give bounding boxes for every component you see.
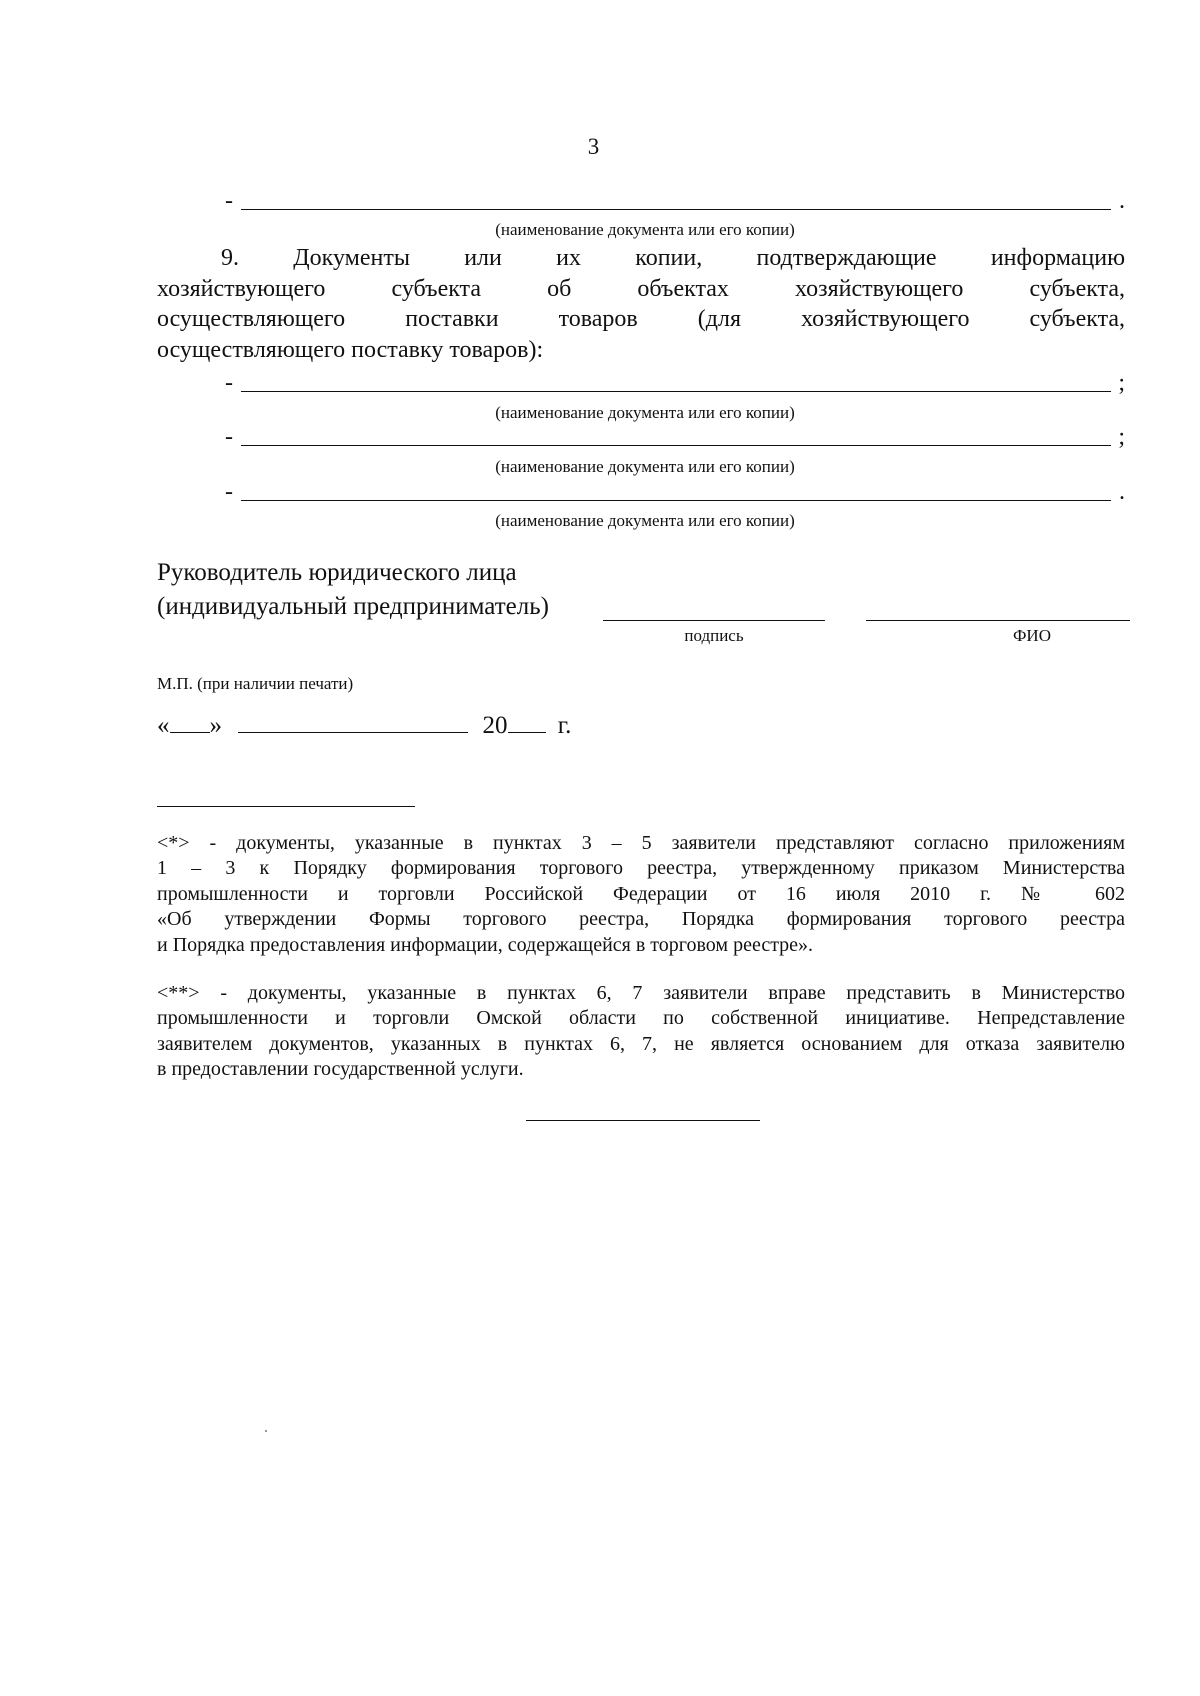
footnote xyxy=(157,981,1125,1083)
footnote-line: заявителем документов, указанных в пунктах 6, 7, не является основанием для отказа заявителю xyxy=(157,1032,1125,1055)
footnote-separator xyxy=(157,806,415,807)
blank-caption: (наименование документа или его копии) xyxy=(495,511,795,530)
close-quote: » xyxy=(209,712,222,739)
footnote xyxy=(157,831,1125,958)
footnote-line: промышленности и торговли Российской Федерации от 16 июля 2010 г. № 602 xyxy=(157,882,1125,905)
name-field[interactable] xyxy=(866,620,1130,621)
footnote-line: <*> - документы, указанные в пунктах 3 – 5 заявители представляют согласно приложениям xyxy=(157,832,1125,854)
dash: - xyxy=(225,370,233,396)
underline xyxy=(241,445,1111,446)
day-field[interactable] xyxy=(170,710,210,733)
signature-field[interactable] xyxy=(603,620,825,621)
end-separator xyxy=(526,1120,760,1121)
signature-label xyxy=(157,556,549,624)
dash: - xyxy=(225,479,233,505)
line-end-punctuation: ; xyxy=(1118,370,1125,396)
underline xyxy=(241,209,1111,210)
item-9-line: осуществляющего поставки товаров (для хозяйствующего субъекта, xyxy=(157,306,1125,332)
date-line xyxy=(157,710,571,741)
blank-caption: (наименование документа или его копии) xyxy=(495,220,795,239)
document-blank-line[interactable] xyxy=(225,369,1125,399)
signer-title-line: Руководитель юридического лица xyxy=(157,559,517,586)
year-suffix: г. xyxy=(557,712,572,739)
page-number: 3 xyxy=(587,134,600,159)
underline xyxy=(241,500,1111,501)
footnote-line: промышленности и торговли Омской области по собственной инициативе. Непредставление xyxy=(157,1007,1125,1030)
item-9-line: хозяйствующего субъекта об объектах хозяйствующего субъекта, xyxy=(157,275,1125,302)
scan-speck xyxy=(265,1430,267,1432)
blank-caption: (наименование документа или его копии) xyxy=(495,457,795,476)
footnote-line: в предоставлении государственной услуги. xyxy=(157,1058,524,1081)
line-end-punctuation: . xyxy=(1119,188,1125,214)
footnote-line: и Порядка предоставления информации, содержащейся в торговом реестре». xyxy=(157,933,814,956)
item-9-paragraph xyxy=(157,243,1125,365)
name-caption: ФИО xyxy=(1013,626,1051,645)
signature-caption: подпись xyxy=(684,626,744,645)
open-quote: « xyxy=(157,712,170,739)
footnote-line: 1 – 3 к Порядку формирования торгового реестра, утвержденному приказом Министерства xyxy=(157,857,1125,880)
dash: - xyxy=(225,424,233,450)
line-end-punctuation: . xyxy=(1119,479,1125,505)
blank-caption: (наименование документа или его копии) xyxy=(495,403,795,422)
document-blank-line[interactable] xyxy=(225,187,1125,217)
footnote-line: <**> - документы, указанные в пунктах 6, 7 заявители вправе представить в Министерство xyxy=(157,982,1125,1004)
year-prefix: 20 xyxy=(482,712,508,739)
line-end-punctuation: ; xyxy=(1118,424,1125,450)
document-blank-line[interactable] xyxy=(225,478,1125,508)
stamp-note: М.П. (при наличии печати) xyxy=(157,674,354,693)
dash: - xyxy=(225,188,233,214)
item-9-line: 9. Документы или их копии, подтверждающие информацию xyxy=(221,245,1125,271)
month-field[interactable] xyxy=(238,710,468,733)
footnote-line: «Об утверждении Формы торгового реестра, Порядка формирования торгового реестра xyxy=(157,908,1125,931)
document-blank-line[interactable] xyxy=(225,423,1125,453)
item-9-line: осуществляющего поставку товаров): xyxy=(157,336,544,363)
signer-title-line: (индивидуальный предприниматель) xyxy=(157,593,549,620)
underline xyxy=(241,391,1111,392)
year-field[interactable] xyxy=(508,710,546,733)
